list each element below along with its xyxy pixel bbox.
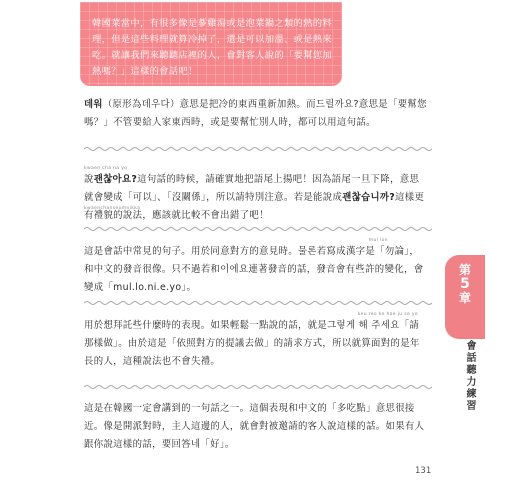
intro-box — [80, 2, 342, 86]
section-3 — [84, 238, 428, 297]
page-number: 131 — [415, 466, 432, 476]
pronunciation-guide: mul lon — [368, 238, 388, 243]
wavy-divider — [84, 226, 432, 232]
intro-text: 韓國菜當中，有很多像是蔘雞湯或是泡菜鍋之類的熱的料理，但是這些料理就算冷掉了，還是可以加溫、或是熱來吃。就讓我們來聽聽店裡的人，會對客人說的「要幫您加熱嗎？」這樣的會話吧！ — [92, 18, 332, 77]
korean-term: 괜찮습니까? — [342, 192, 396, 203]
pronunciation-guide: keu reo ke hae ju se yo — [357, 312, 418, 317]
korean-term: 괜찮아요? — [93, 174, 138, 185]
section-2 — [84, 166, 428, 225]
chapter-title: 會話聽力練習 — [464, 340, 475, 412]
chapter-number: 5 — [460, 276, 470, 292]
section-1-text: 데워（原形為데우다）意思是把冷的東西重新加熱。而드릴까요?意思是「要幫您嗎？」不管要給人家東西時，或是要幫忙別人時，都可以用這句話。 — [84, 99, 427, 128]
chapter-tab — [445, 255, 485, 339]
wavy-divider — [84, 146, 432, 152]
chapter-label: 第 5 章 — [458, 263, 471, 305]
section-3-text: 這是會話中常見的句子。用於同意對方的意見時。물론若寫成漢字是「勿論」，和中文的發音很像。只不過若和이에요連著發音的話，發音會有些許的變化，會變成「mul.lo.ni.e.yo」。 — [84, 246, 424, 293]
wavy-divider — [84, 300, 432, 306]
pronunciation-guide: kwaen cha na yo — [84, 166, 128, 171]
section-1 — [84, 96, 428, 132]
section-4 — [84, 312, 428, 371]
section-5-text: 這是在韓國一定會講到的一句話之一。這個表現和中文的「多吃點」意思很接近。像是開派對時，主人這邊的人，就會對被邀請的客人說這樣的話。如果有人跟你說這樣的話，要回答네「好」。 — [84, 403, 425, 450]
section-2-text: 說괜찮아요?這句話的時候，請確實地把語尾上揚吧！因為語尾一旦下降，意思就會變成「可以」、「沒關係」，所以請特別注意。若是能說成괜찮습니까?這樣更有禮貌的說法，應該就比較不會出錯了吧！ — [84, 174, 425, 221]
section-5 — [84, 400, 428, 454]
korean-term: 데워 — [84, 99, 103, 110]
section-4-text: 用於想拜託些什麼時的表現。如果輕鬆一點說的話，就是그렇게 해 주세요「請那樣做」。由於這是「依照對方的提議去做」的請求方式，所以就算面對的是年長的人，這種說法也不會失禮。 — [84, 320, 420, 367]
wavy-divider — [84, 384, 432, 390]
pronunciation-guide: kwaenchanseumnikka — [84, 206, 141, 211]
